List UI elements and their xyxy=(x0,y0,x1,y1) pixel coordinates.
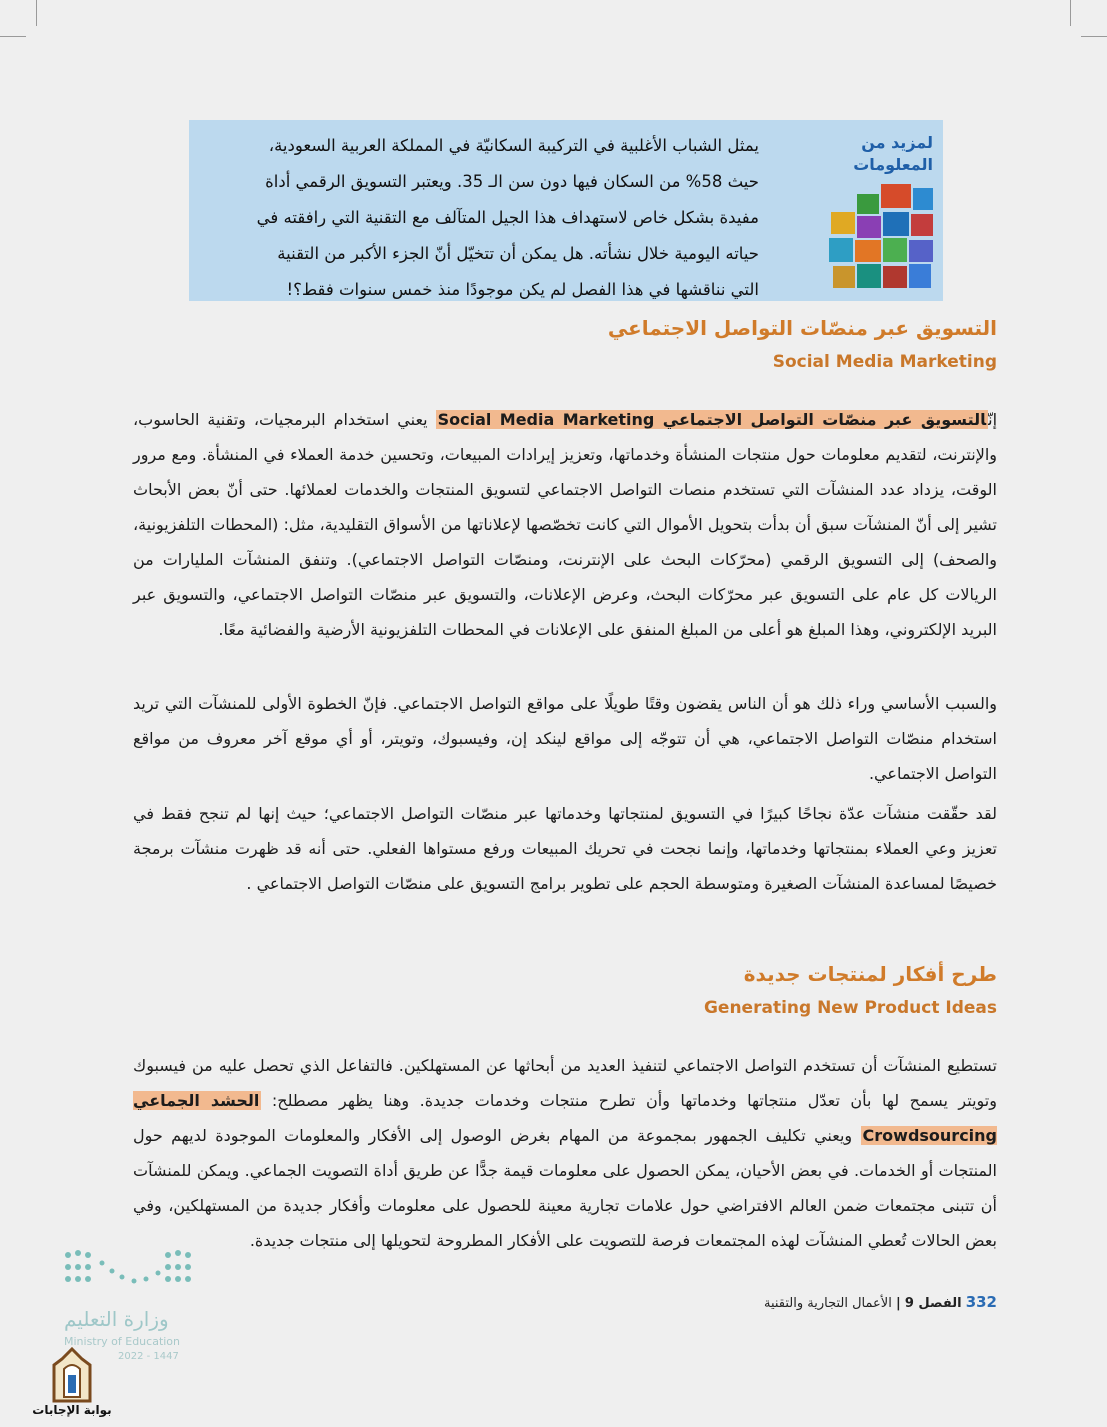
crop-mark xyxy=(1081,36,1107,37)
paragraph xyxy=(133,1048,997,1258)
more-info-box xyxy=(189,120,943,301)
info-line: حيث 58% من السكان فيها دون سن الـ 35. ويعتبر التسويق الرقمي أداة xyxy=(265,172,759,191)
chapter-label: الفصل 9 xyxy=(904,1296,962,1311)
section-title-en: Generating New Product Ideas xyxy=(703,998,997,1018)
crop-mark xyxy=(0,36,26,37)
info-line: التي نناقشها في هذا الفصل لم يكن موجودًا منذ خمس سنوات فقط؟! xyxy=(286,280,759,299)
more-info-label: لمزيد من المعلومات xyxy=(853,133,933,174)
paragraph: والسبب الأساسي وراء ذلك هو أن الناس يقضون وقتًا طويلًا على مواقع التواصل الاجتماعي. فإنّ الخطوة الأولى للمنشآت التي تريد استخدام منصّات التواصل الاجتماعي، هي أن تتوجّه إلى مواقع لينكد إن، وفيسبوك، وتويتر، أو أي موقع آخر معروف من مواقع التواصل الاجتماعي. xyxy=(133,694,997,783)
paragraph: لقد حقّقت منشآت عدّة نجاحًا كبيرًا في التسويق لمنتجاتها وخدماتها عبر منصّات التواصل الاجتماعي؛ حيث إنها لم تنجح فقط في تعزيز وعي العملاء بمنتجاتها وخدماتها، وإنما نجحت في تحريك المبيعات ورفع مستواها الفعلي. حتى أنه قد ظهرت منشآت برمجة خصيصًا لمساعدة المنشآت الصغيرة ومتوسطة الحجم على تطوير برامج التسويق على منصّات التواصل الاجتماعي . xyxy=(133,804,997,893)
footer-separator: | xyxy=(895,1296,901,1311)
ministry-name-en: Ministry of Education xyxy=(64,1335,181,1348)
info-box-text xyxy=(199,128,759,308)
highlighted-term: الحشد الجماعي Crowdsourcing xyxy=(133,1091,997,1145)
crop-mark xyxy=(36,0,37,26)
section-title-ar: التسويق عبر منصّات التواصل الاجتماعي xyxy=(607,316,997,340)
info-line: يمثل الشباب الأغلبية في التركيبة السكانيّة في المملكة العربية السعودية، xyxy=(268,136,759,155)
page-number: 332 xyxy=(965,1293,997,1311)
answers-portal-logo xyxy=(32,1345,112,1425)
section-title-en: Social Media Marketing xyxy=(772,352,997,372)
section-title-ar: طرح أفكار لمنتجات جديدة xyxy=(743,962,997,986)
media-screens-icon xyxy=(827,184,935,294)
info-line: مفيدة بشكل خاص لاستهداف هذا الجيل المتآلف مع التقنية التي رافقته في xyxy=(256,208,759,227)
ministry-name-ar: وزارة التعليم xyxy=(64,1307,169,1331)
ministry-year: 2022 - 1447 xyxy=(118,1351,179,1362)
highlighted-term: التسويق عبر منصّات التواصل الاجتماعي Social Media Marketing xyxy=(437,410,987,429)
paragraph-text: تستطيع المنشآت أن تستخدم التواصل الاجتماعي لتنفيذ العديد من أبحاثها عن المستهلكين. فالتفاعل الذي تحصل عليه من فيسبوك وتويتر يسمح لها بأن تعدّل منتجاتها وخدماتها وأن تطرح منتجات وخدمات جديدة. وهنا يظهر مصطلح: xyxy=(133,1056,997,1110)
paragraph-text: ويعني تكليف الجمهور بمجموعة من المهام بغرض الوصول إلى الأفكار والمعلومات الموجودة لديهم حول المنتجات أو الخدمات. في بعض الأحيان، يمكن الحصول على معلومات قيمة جدًّا عن طريق أداة التصويت الجماعي. ويمكن للمنشآت أن تتبنى مجتمعات ضمن العالم الافتراضي حول علامات تجارية معينة للحصول على معلومات وأفكار جديدة من المستهلكين، وفي بعض الحالات تُعطي المنشآت لهذه المجتمعات فرصة للتصويت على الأفكار المطروحة لتحويلها إلى منتجات جديدة. xyxy=(133,1126,997,1250)
book-title: الأعمال التجارية والتقنية xyxy=(763,1296,892,1311)
mosque-lantern-icon xyxy=(32,1345,112,1405)
paragraph xyxy=(133,402,997,647)
paragraph-text: إنّ xyxy=(988,410,998,429)
crop-mark xyxy=(1070,0,1071,26)
ministry-dots-icon xyxy=(60,1245,200,1295)
paragraph-text: يعني استخدام البرمجيات، وتقنية الحاسوب، والإنترنت، لتقديم معلومات حول منتجات المنشأة وخدماتها، وتعزيز إيرادات المبيعات، وتحسين خدمة العملاء في المنشأة. ومع مرور الوقت، يزداد عدد المنشآت التي تستخدم منصات التواصل الاجتماعي لتسويق المنتجات والخدمات لعملائها. حتى أنّ بعض الأبحاث تشير إلى أنّ المنشآت سبق أن بدأت بتحويل الأموال التي كانت تخصّصها لإعلاناتها من الأسواق التقليدية، مثل: (المحطات التلفزيونية، والصحف) إلى التسويق الرقمي (محرّكات البحث على الإنترنت، ومنصّات التواصل الاجتماعي). وتنفق المنشآت المليارات من الريالات كل عام على التسويق عبر محرّكات البحث، وعرض الإعلانات، والتسويق عبر منصّات التواصل الاجتماعي، والتسويق عبر البريد الإلكتروني، وهذا المبلغ هو أعلى من المبلغ المنفق على الإعلانات في المحطات التلفزيونية الأرضية والفضائية معًا. xyxy=(133,410,997,639)
portal-label: بوابة الإجابات xyxy=(32,1403,112,1417)
more-info-icon xyxy=(773,126,943,296)
info-line: حياته اليومية خلال نشأته. هل يمكن أن تتخيّل أنّ الجزء الأكبر من التقنية xyxy=(277,244,759,263)
page-footer xyxy=(764,1293,997,1311)
